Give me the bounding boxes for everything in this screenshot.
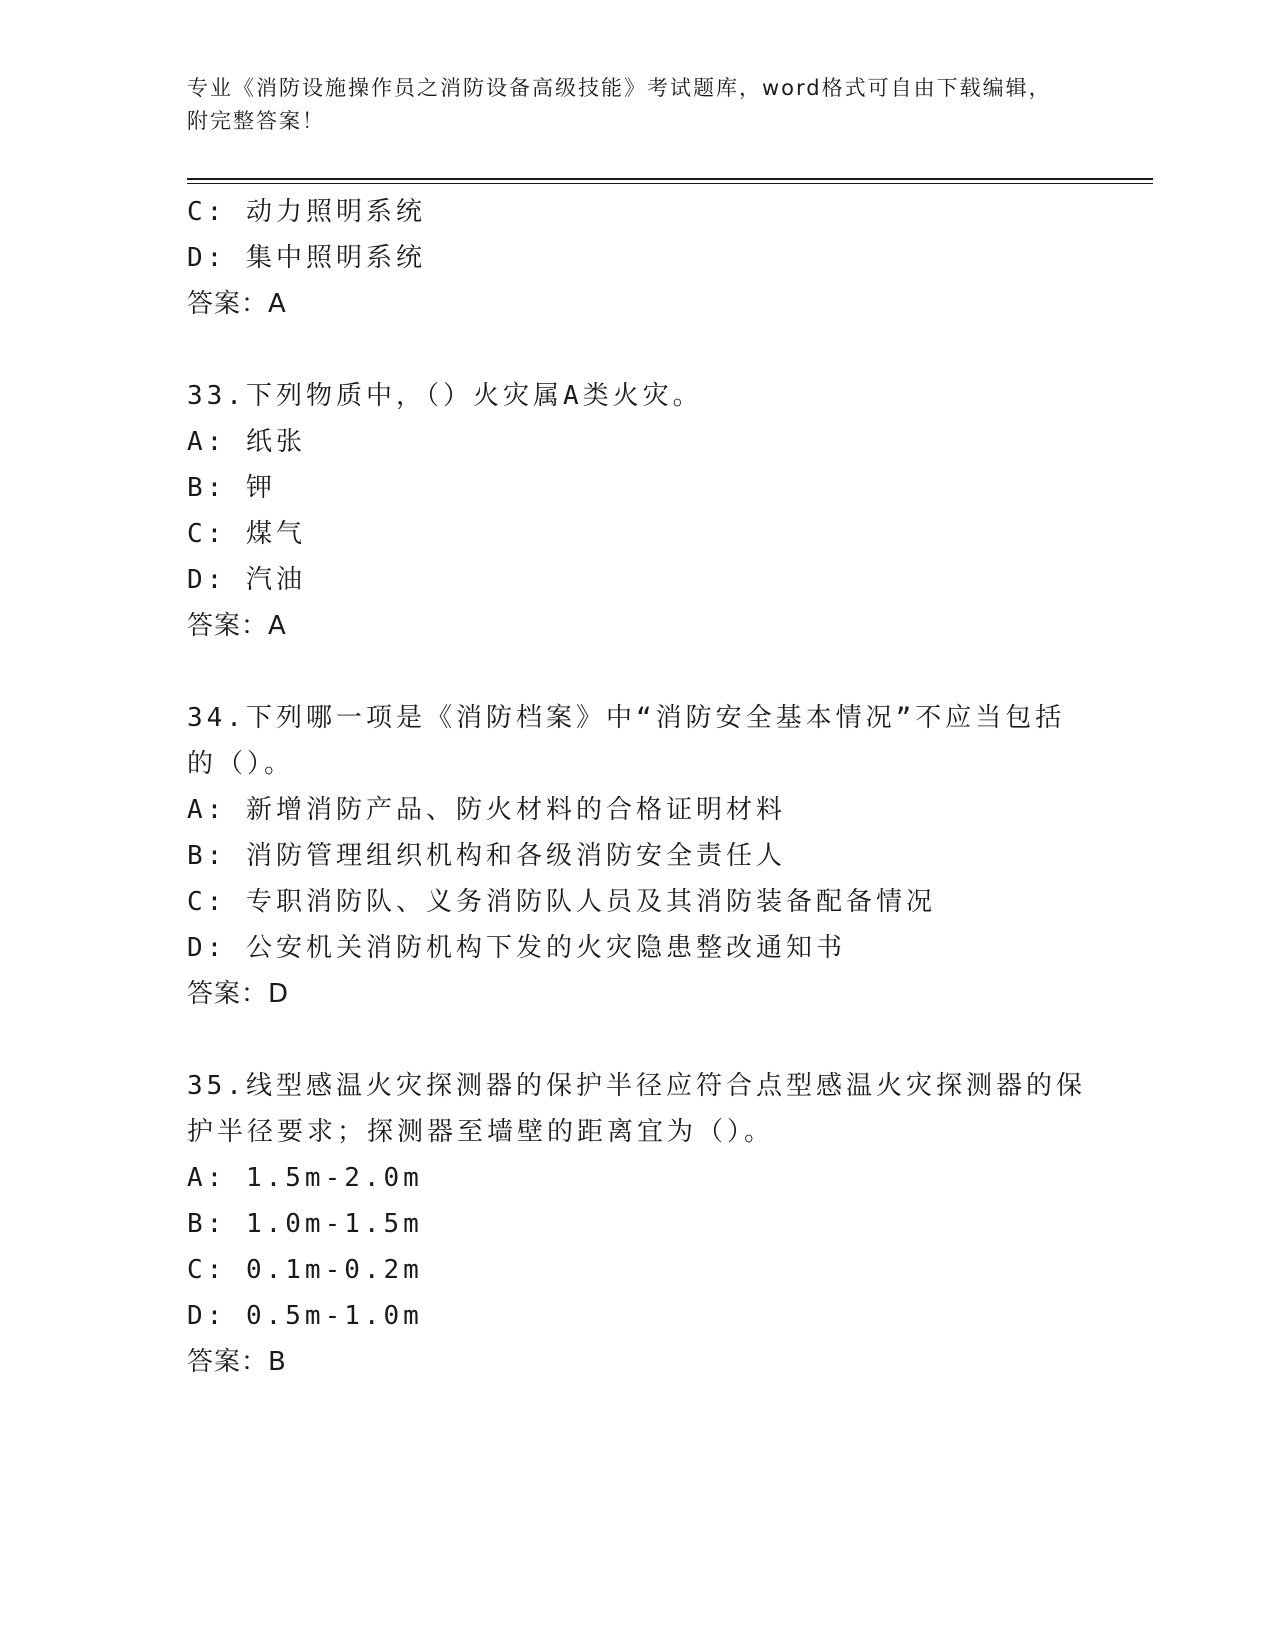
option-d: D: 0.5m-1.0m xyxy=(187,1301,423,1331)
question-stem-34: 34.下列哪一项是《消防档案》中“消防安全基本情况”不应当包括的（）。 xyxy=(187,703,1066,779)
option-b: B: 消防管理组织机构和各级消防安全责任人 xyxy=(187,841,786,871)
option-c: C: 煤气 xyxy=(187,519,306,549)
option-c: C: 动力照明系统 xyxy=(187,197,426,227)
header-divider-thick xyxy=(187,178,1153,180)
option-a: A: 1.5m-2.0m xyxy=(187,1163,423,1193)
question-list xyxy=(187,189,1087,1385)
answer-line: 答案：A xyxy=(187,289,287,319)
question-stem-33: 33.下列物质中，（）火灾属A类火灾。 xyxy=(187,381,703,411)
option-a: A: 纸张 xyxy=(187,427,306,457)
option-d: D: 汽油 xyxy=(187,565,306,595)
option-a: A: 新增消防产品、防火材料的合格证明材料 xyxy=(187,795,786,825)
answer-line: 答案：B xyxy=(187,1347,287,1377)
option-b: B: 钾 xyxy=(187,473,276,503)
option-d: D: 集中照明系统 xyxy=(187,243,426,273)
question-stem-35: 35.线型感温火灾探测器的保护半径应符合点型感温火灾探测器的保护半径要求；探测器至墙壁的距离宜为（）。 xyxy=(187,1071,1086,1147)
answer-line: 答案：A xyxy=(187,611,287,641)
option-d: D: 公安机关消防机构下发的火灾隐患整改通知书 xyxy=(187,933,846,963)
header-divider-thin xyxy=(187,183,1153,184)
option-c: C: 0.1m-0.2m xyxy=(187,1255,423,1285)
option-c: C: 专职消防队、义务消防队人员及其消防装备配备情况 xyxy=(187,887,936,917)
answer-line: 答案：D xyxy=(187,979,290,1009)
document-header: 专业《消防设施操作员之消防设备高级技能》考试题库，word格式可自由下载编辑，附完整答案！ xyxy=(187,76,1052,133)
option-b: B: 1.0m-1.5m xyxy=(187,1209,423,1239)
